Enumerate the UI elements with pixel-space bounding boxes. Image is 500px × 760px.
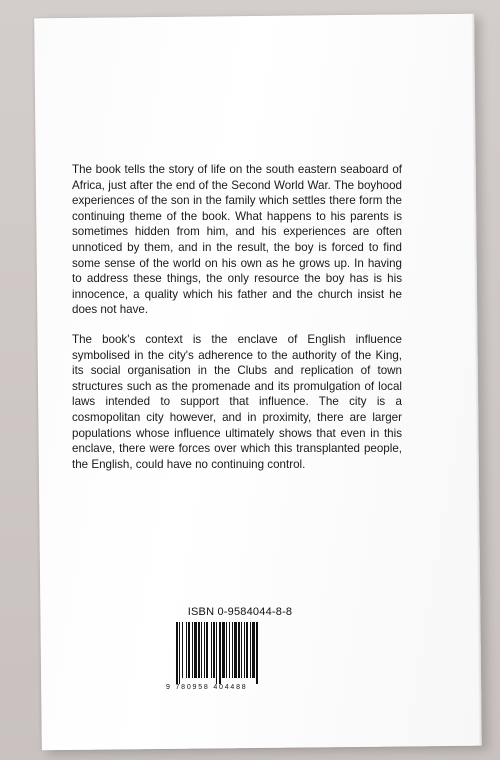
- barcode-block: [160, 606, 310, 704]
- isbn-label: ISBN 0-9584044-8-8: [187, 606, 293, 618]
- barcode-icon: [176, 622, 304, 684]
- blurb-paragraph-2: The book's context is the enclave of English influence symbolised in the city's adherence to the authority of the King, its social organisation in the Clubs and replication of town structures such as the promenade and its promulgation of local laws intended to support that influence. The city is a cosmopolitan city however, and in proximity, there are larger populations whose influence ultimately shows that even in this enclave, there were forces over which this transplanted people, the English, could have no continuing control.: [72, 332, 402, 471]
- blurb-paragraph-1: The book tells the story of life on the south eastern seaboard of Africa, just after the end of the Second World War. The boyhood experiences of the son in the family which settles there form the continuing theme of the book. What happens to his parents is sometimes hidden from him, and his experiences are often unnoticed by them, and in the result, the boy is forced to find some sense of the world on his own as he grows up. In having to address these things, the only resource the boy has is his innocence, a quality which his father and the church insist he does not have.: [72, 163, 402, 317]
- blurb-text: [72, 162, 402, 486]
- barcode-digits: 9 780958 404488: [166, 684, 248, 691]
